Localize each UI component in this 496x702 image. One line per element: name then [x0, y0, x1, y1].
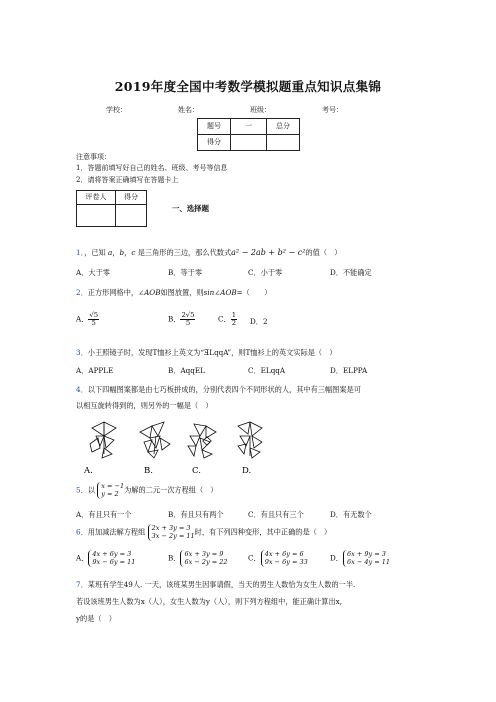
name-field[interactable]: 姓名：	[178, 106, 199, 114]
question-2	[76, 288, 271, 297]
q6-option-b-system	[180, 550, 227, 567]
frac-denominator: 5	[91, 319, 96, 328]
question-number: 1．	[76, 248, 85, 257]
option-label: B．	[168, 314, 181, 324]
question-number: 2．	[76, 288, 88, 297]
q6-option-c[interactable]	[248, 550, 308, 567]
q7-text-line3: y的是（ ）	[76, 614, 116, 623]
q1-var-b: b	[119, 248, 125, 257]
score-table	[197, 118, 300, 151]
note-2: 2．请将答案正确填写在答题卡上	[76, 176, 179, 184]
tangram-figure-d[interactable]	[238, 422, 262, 458]
score-cell-total[interactable]	[267, 135, 300, 151]
score-table-row-score: 得分	[198, 135, 231, 151]
option-label: C．	[248, 553, 261, 563]
question-1: 1．，已知 a，b，c 是三角形的三边，那么代数式a² − 2ab + b² − c²的值（ ）	[76, 248, 342, 257]
q1-expression: a² − 2ab + b² − c²	[231, 248, 306, 257]
q6-eq1: 2x + 3y = 3	[151, 524, 191, 532]
q4-text: 以下四幅图案都是由七巧板拼成的，分别代表四个不同形状的人，其中有三幅图案是可	[87, 385, 361, 394]
question-7	[76, 580, 355, 589]
grader-score-header: 得分	[116, 191, 147, 205]
option-label: A．	[76, 314, 89, 324]
q2-sin: sin∠AOB	[203, 288, 237, 297]
q3-option-c[interactable]: C．ELqqA	[248, 366, 286, 375]
eq: 4x + 6y = 3	[92, 550, 132, 558]
section-heading: 一、选择题	[172, 204, 209, 213]
q1-var-a: a	[108, 248, 113, 257]
option-label: C．	[218, 314, 231, 324]
q2-text-c: =（ ）	[236, 288, 272, 297]
q5-eq2: y = 2	[101, 490, 119, 499]
option-label: A．	[76, 553, 89, 563]
tangram-figure-c[interactable]	[188, 424, 216, 458]
q6-option-c-system	[261, 550, 308, 567]
eq: 9x − 6y = 11	[92, 558, 136, 567]
q5-text: 以	[87, 485, 95, 495]
q2-angle: ∠AOB	[138, 288, 161, 297]
q5-option-b[interactable]: B．有且只有两个	[168, 510, 224, 519]
q4-label-c: C.	[192, 466, 201, 476]
q4-tangram-figures	[82, 418, 282, 476]
q3-option-b[interactable]: B．AqqEL	[168, 366, 205, 375]
q5-option-c[interactable]: C．有且只有三个	[248, 510, 304, 519]
q6-option-b[interactable]	[168, 550, 228, 567]
eq: 9x − 6y = 33	[264, 558, 308, 567]
q4-label-d: D.	[242, 466, 252, 476]
q2-option-b[interactable]	[168, 312, 195, 327]
q4-label-b: B.	[144, 466, 153, 476]
question-5	[76, 482, 218, 499]
frac-numerator: √5	[89, 311, 99, 319]
grader-header: 评卷人	[77, 191, 116, 205]
frac-numerator: 2√5	[181, 311, 195, 319]
question-number: 4．	[76, 385, 88, 394]
question-number: 6．	[76, 527, 88, 537]
tangram-figure-b[interactable]	[140, 422, 170, 458]
q6-option-d[interactable]	[330, 550, 390, 567]
tangram-figure-a[interactable]	[90, 422, 116, 458]
q6-text-b: 时，有下列四种变形，其中正确的是（ ）	[194, 527, 332, 537]
eq: 6x − 2y = 22	[184, 558, 228, 567]
notes-heading: 注意事项：	[76, 153, 111, 161]
q1-text: ，已知	[84, 248, 106, 257]
page-title: 2019年度全国中考数学模拟题重点知识点集锦	[114, 79, 382, 94]
q5-eq1: x = −1	[101, 482, 125, 490]
q2-text-b: 如图放置，则	[160, 288, 204, 297]
q3-option-d[interactable]: D．ELPPA	[330, 366, 368, 375]
question-3	[76, 348, 337, 357]
q1-option-a[interactable]: A．大于零	[76, 268, 110, 277]
question-number: 7．	[76, 580, 88, 589]
q1-option-b[interactable]: B．等于零	[168, 268, 203, 277]
eq: 6x − 4y = 11	[346, 558, 390, 567]
q3-text: 小王照镜子时，发现T恤衫上英文为“ƎLqqA”，则T恤衫上的英文实际是（ ）	[87, 348, 337, 357]
q6-system	[148, 524, 195, 541]
eq: 4x + 6y = 6	[264, 550, 304, 558]
q6-option-a-system	[88, 550, 135, 567]
q1-option-c[interactable]: C．小于零	[248, 268, 283, 277]
question-4	[76, 385, 361, 394]
score-table-header-total: 总分	[267, 119, 300, 135]
question-number: 5．	[76, 485, 88, 495]
q1-var-c: c	[131, 248, 136, 257]
q6-eq2: 3x − 2y = 11	[151, 532, 195, 541]
q4-label-a: A.	[84, 466, 93, 476]
frac-denominator: 5	[185, 319, 191, 328]
q5-option-d[interactable]: D．有无数个	[330, 510, 372, 519]
grader-table	[76, 190, 147, 227]
q2-option-d[interactable]: D．2	[250, 317, 268, 326]
q2-option-a[interactable]	[76, 312, 99, 327]
q6-text: 用加减法解方程组	[87, 527, 146, 537]
grader-cell[interactable]	[77, 205, 116, 227]
q6-option-a[interactable]	[76, 550, 135, 567]
number-field[interactable]: 考号：	[322, 106, 343, 114]
note-1: 1．答题前填写好自己的姓名、班级、考号等信息	[76, 164, 228, 172]
frac-denominator: 2	[231, 319, 237, 328]
q2-option-c[interactable]	[218, 312, 237, 327]
question-number: 3．	[76, 348, 88, 357]
q5-system	[97, 482, 124, 499]
eq: 6x + 9y = 3	[346, 550, 386, 558]
q1-text-b: 是三角形的三边，那么代数式	[137, 248, 232, 257]
score-cell-section1[interactable]	[231, 135, 267, 151]
class-field[interactable]: 班级：	[250, 106, 271, 114]
score-table-header-section1: 一	[231, 119, 267, 135]
q1-option-d[interactable]: D．不能确定	[330, 268, 372, 277]
q7-text-line2: 若设该班男生人数为x（人），女生人数为y（人），则下列方程组中，能正确计算出x,	[76, 597, 343, 606]
eq: 6x + 3y = 9	[184, 550, 224, 558]
q7-text: 某班有学生49人. 一天，该班某男生因事请假，当天的男生人数恰为女生人数的一半.	[87, 580, 356, 589]
question-6	[76, 524, 331, 541]
option-label: B．	[168, 553, 181, 563]
frac-numerator: 1	[231, 311, 237, 319]
school-field[interactable]: 学校：	[106, 106, 127, 114]
q5-option-a[interactable]: A．有且只有一个	[76, 510, 132, 519]
q4-text-line2: 以相互旋转得到的，则另外的一幅是（ ）	[76, 401, 213, 410]
score-table-header-number: 题号	[198, 119, 231, 135]
q1-text-c: 的值（ ）	[305, 248, 342, 257]
q6-option-d-system	[343, 550, 390, 567]
q2-text: 正方形网格中，	[87, 288, 139, 297]
grader-score-cell[interactable]	[116, 205, 147, 227]
q3-option-a[interactable]: A．APPLE	[76, 366, 114, 375]
option-label: D．	[330, 553, 343, 563]
q5-text-b: 为解的二元一次方程组（ ）	[124, 485, 218, 495]
